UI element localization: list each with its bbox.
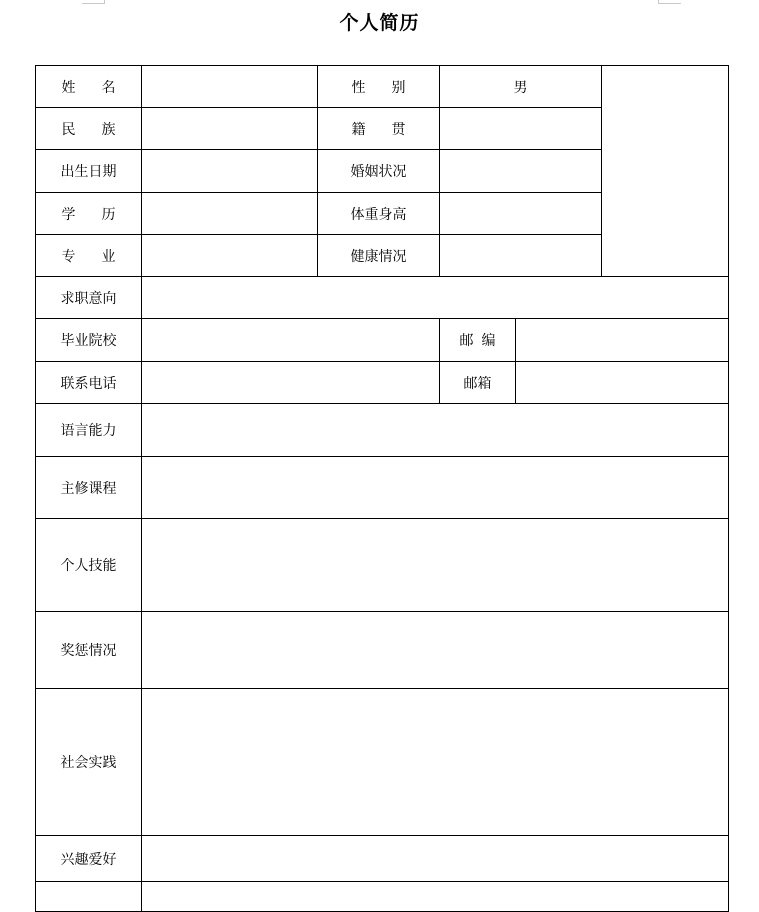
education-value-cell[interactable] — [142, 193, 318, 235]
name-value-cell[interactable] — [142, 66, 318, 108]
hobbies-value-cell[interactable] — [142, 836, 729, 882]
personal-skills-label: 个人技能 — [36, 519, 142, 612]
major-label: 专 业 — [36, 235, 142, 277]
photo-cell[interactable] — [602, 66, 729, 277]
marital-status-label: 婚姻状况 — [318, 150, 440, 193]
gender-value[interactable]: 男 — [440, 66, 602, 108]
postcode-label: 邮 编 — [440, 319, 516, 362]
weight-height-label: 体重身高 — [318, 193, 440, 235]
postcode-value-cell[interactable] — [516, 319, 729, 362]
table-row — [36, 362, 729, 404]
table-row — [36, 612, 729, 689]
email-value-cell[interactable] — [516, 362, 729, 404]
email-label: 邮箱 — [440, 362, 516, 404]
hobbies-label: 兴趣爱好 — [36, 836, 142, 882]
school-label: 毕业院校 — [36, 319, 142, 362]
social-practice-value-cell[interactable] — [142, 689, 729, 836]
page-corner-mark-left — [82, 0, 105, 4]
name-label: 姓 名 — [36, 66, 142, 108]
table-row — [36, 689, 729, 836]
origin-label: 籍 贯 — [318, 108, 440, 150]
school-value-cell[interactable] — [142, 319, 440, 362]
major-value-cell[interactable] — [142, 235, 318, 277]
resume-table — [35, 65, 729, 912]
continuation-value-cell[interactable] — [142, 882, 729, 912]
table-row — [36, 836, 729, 882]
job-intent-label: 求职意向 — [36, 277, 142, 319]
table-row — [36, 519, 729, 612]
phone-value-cell[interactable] — [142, 362, 440, 404]
social-practice-label: 社会实践 — [36, 689, 142, 836]
ethnicity-label: 民 族 — [36, 108, 142, 150]
awards-value-cell[interactable] — [142, 612, 729, 689]
major-courses-value-cell[interactable] — [142, 457, 729, 519]
personal-skills-value-cell[interactable] — [142, 519, 729, 612]
table-row — [36, 882, 729, 912]
table-row — [36, 277, 729, 319]
language-skills-label: 语言能力 — [36, 404, 142, 457]
health-label: 健康情况 — [318, 235, 440, 277]
marital-status-value-cell[interactable] — [440, 150, 602, 193]
gender-label: 性 别 — [318, 66, 440, 108]
health-value-cell[interactable] — [440, 235, 602, 277]
page-title: 个人简历 — [339, 12, 420, 34]
birth-date-label: 出生日期 — [36, 150, 142, 193]
awards-label: 奖惩情况 — [36, 612, 142, 689]
education-label: 学 历 — [36, 193, 142, 235]
table-row — [36, 66, 729, 108]
job-intent-value-cell[interactable] — [142, 277, 729, 319]
major-courses-label: 主修课程 — [36, 457, 142, 519]
phone-label: 联系电话 — [36, 362, 142, 404]
table-row — [36, 404, 729, 457]
ethnicity-value-cell[interactable] — [142, 108, 318, 150]
table-row — [36, 457, 729, 519]
page-corner-mark-right — [658, 0, 681, 4]
weight-height-value-cell[interactable] — [440, 193, 602, 235]
continuation-label-cell — [36, 882, 142, 912]
origin-value-cell[interactable] — [440, 108, 602, 150]
language-skills-value-cell[interactable] — [142, 404, 729, 457]
table-row — [36, 319, 729, 362]
birth-date-value-cell[interactable] — [142, 150, 318, 193]
